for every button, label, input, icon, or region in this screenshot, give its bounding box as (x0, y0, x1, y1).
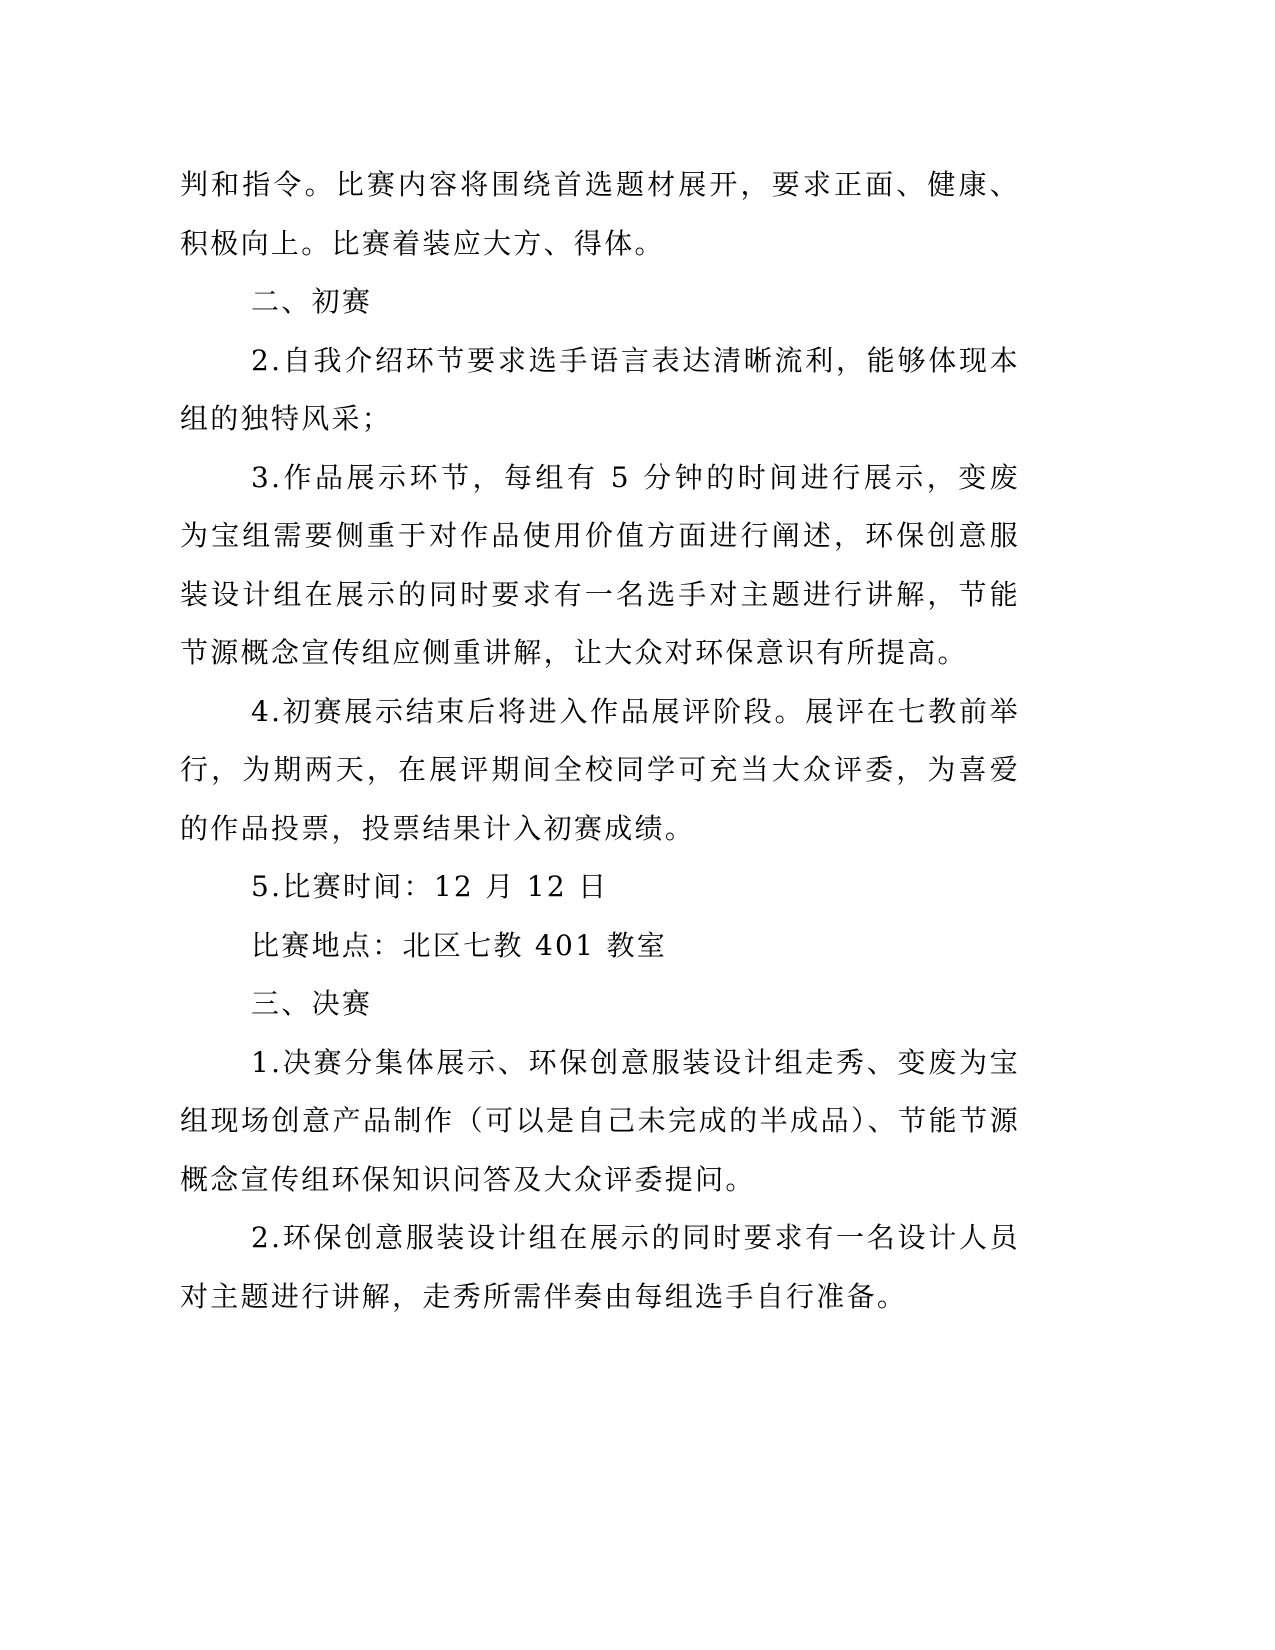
paragraph-competition-location: 比赛地点：北区七教 401 教室 (251, 928, 668, 962)
paragraph-continuation: 判和指令。比赛内容将围绕首选题材展开，要求正面、健康、积极向上。比赛着装应大方、得体。 (180, 168, 1020, 260)
paragraph-self-introduction: 2.自我介绍环节要求选手语言表达清晰流利，能够体现本组的独特风采； (180, 343, 1020, 435)
section-heading-preliminary: 二、初赛 (251, 285, 373, 318)
paragraph-evaluation: 4.初赛展示结束后将进入作品展评阶段。展评在七教前举行，为期两天，在展评期间全校同学可充当大众评委，为喜爱的作品投票，投票结果计入初赛成绩。 (180, 694, 1020, 845)
paragraph-competition-time: 5.比赛时间：12 月 12 日 (251, 870, 609, 903)
paragraph-work-display: 3.作品展示环节，每组有 5 分钟的时间进行展示，变废为宝组需要侧重于对作品使用价值方面进行阐述，环保创意服装设计组在展示的同时要求有一名选手对主题进行讲解，节能节源概念宣传组应侧重讲解，让大众对环保意识有所提高。 (180, 460, 1020, 669)
section-heading-final: 三、决赛 (251, 987, 373, 1020)
document-body (180, 156, 1020, 1326)
paragraph-fashion-show: 2.环保创意服装设计组在展示的同时要求有一名设计人员对主题进行讲解，走秀所需伴奏由每组选手自行准备。 (180, 1221, 1020, 1313)
paragraph-final-format: 1.决赛分集体展示、环保创意服装设计组走秀、变废为宝组现场创意产品制作（可以是自己未完成的半成品）、节能节源概念宣传组环保知识问答及大众评委提问。 (180, 1045, 1020, 1196)
